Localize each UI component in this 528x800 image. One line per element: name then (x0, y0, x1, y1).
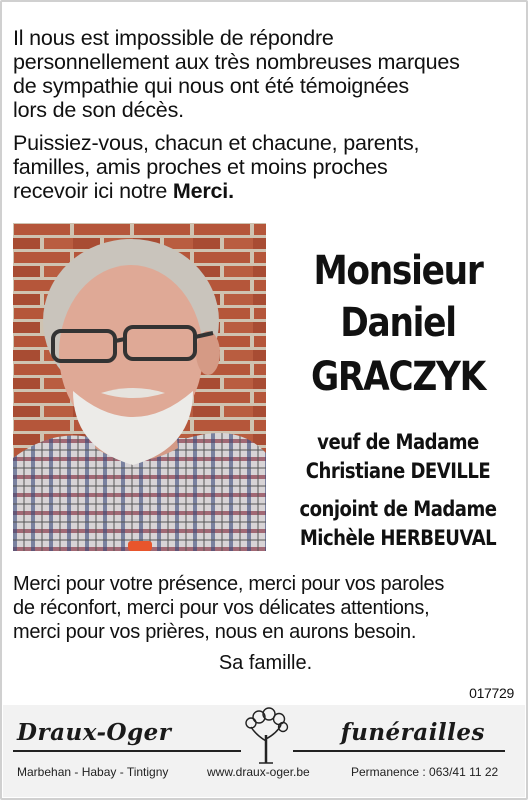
phone-number: Permanence : 063/41 11 22 (351, 765, 499, 779)
deceased-title: Monsieur (313, 248, 483, 294)
intro-line: personnellement aux très nombreuses marques (13, 50, 460, 74)
intro-line: Il nous est impossible de répondre (13, 26, 334, 50)
wish-paragraph (13, 131, 518, 203)
deceased-last-name: GRACZYK (310, 354, 486, 400)
signature: Sa famille. (218, 652, 313, 674)
thanks-paragraph (13, 572, 518, 644)
wish-line: familles, amis proches et moins proches (13, 155, 388, 179)
thanks-line: Merci pour votre présence, merci pour vos paroles (13, 573, 445, 595)
funeral-home-footer (3, 705, 525, 797)
divider (293, 750, 505, 752)
relation-line: Michèle HERBEUVAL (299, 526, 497, 550)
wish-line: Puissiez-vous, chacun et chacune, parents, (13, 131, 420, 155)
portrait-photo (13, 223, 266, 551)
locations: Marbehan - Habay - Tintigny (17, 765, 169, 779)
deceased-first-name: Daniel (340, 300, 456, 346)
merci-emphasis: Merci. (172, 179, 234, 203)
brand-name: Draux-Oger (17, 719, 172, 746)
wish-line (13, 179, 518, 203)
website-link[interactable]: www.draux-oger.be (207, 765, 310, 779)
relation-line: conjoint de Madame (299, 497, 497, 521)
reference-number: 017729 (469, 685, 514, 701)
tree-logo-icon (241, 707, 291, 770)
thanks-line: de réconfort, merci pour vos délicates attentions, (13, 597, 430, 619)
relation-line: veuf de Madame (317, 430, 479, 454)
brand-tagline: funérailles (340, 719, 485, 746)
relation-line: Christiane DEVILLE (305, 459, 491, 483)
wish-line-text: recevoir ici notre (13, 179, 173, 203)
intro-paragraph (13, 26, 518, 122)
thanks-line: merci pour vos prières, nous en aurons besoin. (13, 621, 417, 643)
intro-line: de sympathie qui nous ont été témoignées (13, 74, 409, 98)
intro-line: lors de son décès. (13, 98, 184, 122)
divider (13, 750, 241, 752)
